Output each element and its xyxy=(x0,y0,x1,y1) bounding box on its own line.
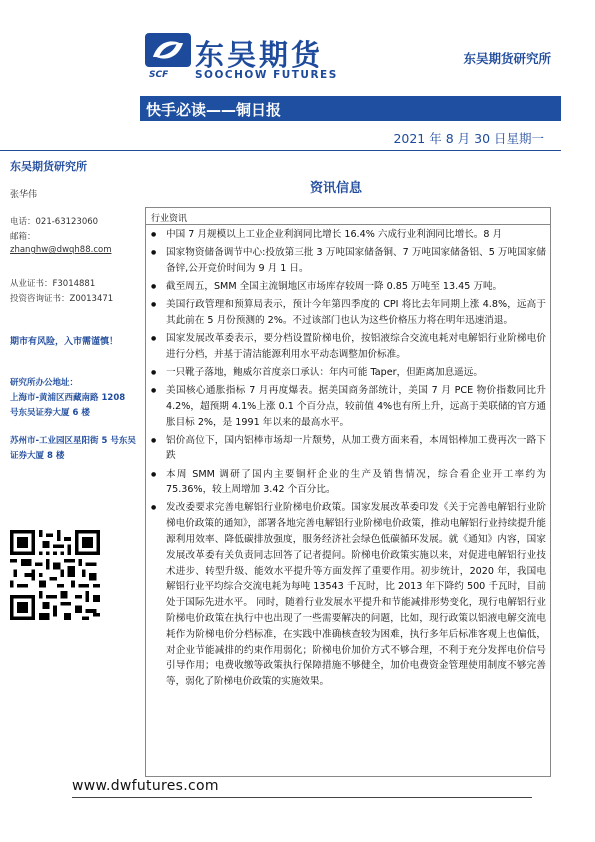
footer-divider xyxy=(72,797,532,798)
list-item: ● 铝价高位下，国内铝棒市场却一片颓势，从加工费方面来看，本周铝棒加工费再次一路下跌 xyxy=(146,433,550,465)
shanghai-address: 上海市-黄浦区西藏南路 1208 号东吴证券大厦 6 楼 xyxy=(10,393,126,418)
list-item: ● 美国核心通胀指标 7 月再度爆表。据美国商务部统计，美国 7 月 PCE 物价指数同比升 4.2%，超预期 4.1%上涨 0.1 个百分点，较前值 4%也有所上升，远高于美联储的官方通胀目标 2%，是 1991 年以来的最高水平。 xyxy=(146,383,550,430)
news-box-header: 行业资讯 xyxy=(151,214,188,224)
list-item: ● 中国 7 月规模以上工业企业利润同比增长 16.4% 六成行业利润同比增长。8 月 xyxy=(146,227,550,243)
footer-website-link[interactable]: www.dwfutures.com xyxy=(72,778,219,794)
qr-code-icon[interactable] xyxy=(10,530,100,620)
header-divider xyxy=(0,150,561,151)
list-item: ● 截至周五，SMM 全国主流铜地区市场库存较周一降 0.85 万吨至 13.45 万吨。 xyxy=(146,279,550,295)
practice-license: 从业证书：F3014881 xyxy=(10,279,96,289)
report-title: 快手必读——铜日报 xyxy=(146,101,282,119)
analyst-name: 张华伟 xyxy=(10,190,38,200)
logo-mark-text: SCF xyxy=(149,70,169,80)
logo-chinese-name: 东吴期货 xyxy=(195,38,324,72)
logo-english-name: SOOCHOW FUTURES xyxy=(195,69,338,81)
address-title: 研究所办公地址： xyxy=(10,378,79,388)
report-date: 2021 年 8 月 30 日星期一 xyxy=(393,131,544,146)
list-item: ● 一只靴子落地，鲍威尔首度亲口承认：年内可能 Taper，但距离加息遥远。 xyxy=(146,365,550,381)
institute-header: 东吴期货研究所 xyxy=(463,51,551,66)
sidebar-title: 东吴期货研究所 xyxy=(10,160,87,173)
analyst-email-link[interactable]: zhanghw@dwqh88.com xyxy=(10,245,112,255)
news-list xyxy=(146,227,550,692)
list-item: ● 国家物资储备调节中心:投放第三批 3 万吨国家储备铜、7 万吨国家储备铝、5 万吨国家储备锌,公开竞价时间为 9 月 1 日。 xyxy=(146,245,550,277)
consulting-license: 投资咨询证书：Z0013471 xyxy=(10,294,114,304)
analyst-phone: 电话：021-63123060 xyxy=(10,217,99,227)
email-label: 邮箱： xyxy=(10,232,36,242)
report-title-bar xyxy=(140,96,561,121)
section-title: 资讯信息 xyxy=(310,181,363,196)
news-box xyxy=(145,207,551,777)
company-logo xyxy=(145,33,375,85)
list-item: ● 国家发展改革委表示，要分档设置阶梯电价，按铝液综合交流电耗对电解铝行业阶梯电价进行分档，并基于清洁能源利用水平动态调整加价标准。 xyxy=(146,331,550,363)
list-item: ● 发改委要求完善电解铝行业阶梯电价政策。国家发展改革委印发《关于完善电解铝行业阶梯电价政策的通知》，部署各地完善电解铝行业阶梯电价政策，推动电解铝行业持续提升能源利用效率、降低碳排放强度，服务经济社会绿色低碳循环发展。就《通知》内容，国家发展改革委有关负责同志回答了记者提问。阶梯电价政策实施以来，对促进电解铝行业技术进步、转型升级、能效水平提升等方面发挥了重要作用。初步统计，2020 年，我国电解铝行业平均综合交流电耗为每吨 13543 千瓦时，比 2013 年下降约 500 千瓦时，目前处于国际先进水平。 同时，随着行业发展水平提升和节能减排形势变化，现行电解铝行业阶梯电价政策在执行中也出现了一些需要解决的问题，比如，现行政策以铝液电解交流电耗作为阶梯电价分档标准，在实践中准确核查较为困难，执行多年后标准客观上也偏低，对企业节能减排的约束作用弱化；阶梯电价加价方式不够合理，不利于充分发挥电价信号引导作用；电费收缴等政策执行保障措施不够健全，加价电费资金管理使用制度不够完善等，弱化了阶梯电价政策的实施效果。 xyxy=(146,500,550,690)
suzhou-address: 苏州市-工业园区星阳街 5 号东吴证券大厦 8 楼 xyxy=(10,436,136,461)
list-item: ● 本周 SMM 调研了国内主要铜杆企业的生产及销售情况，综合看企业开工率约为 75.36%，较上周增加 3.42 个百分比。 xyxy=(146,467,550,499)
list-item: ● 美国行政管理和预算局表示，预计今年第四季度的 CPI 将比去年同期上涨 4.8%，远高于其此前在 5 月份预测的 2%。不过该部门也认为这些价格压力将在明年迅速消退。 xyxy=(146,297,550,329)
news-box-header-divider xyxy=(146,224,550,225)
risk-warning: 期市有风险，入市需谨慎！ xyxy=(10,337,119,347)
